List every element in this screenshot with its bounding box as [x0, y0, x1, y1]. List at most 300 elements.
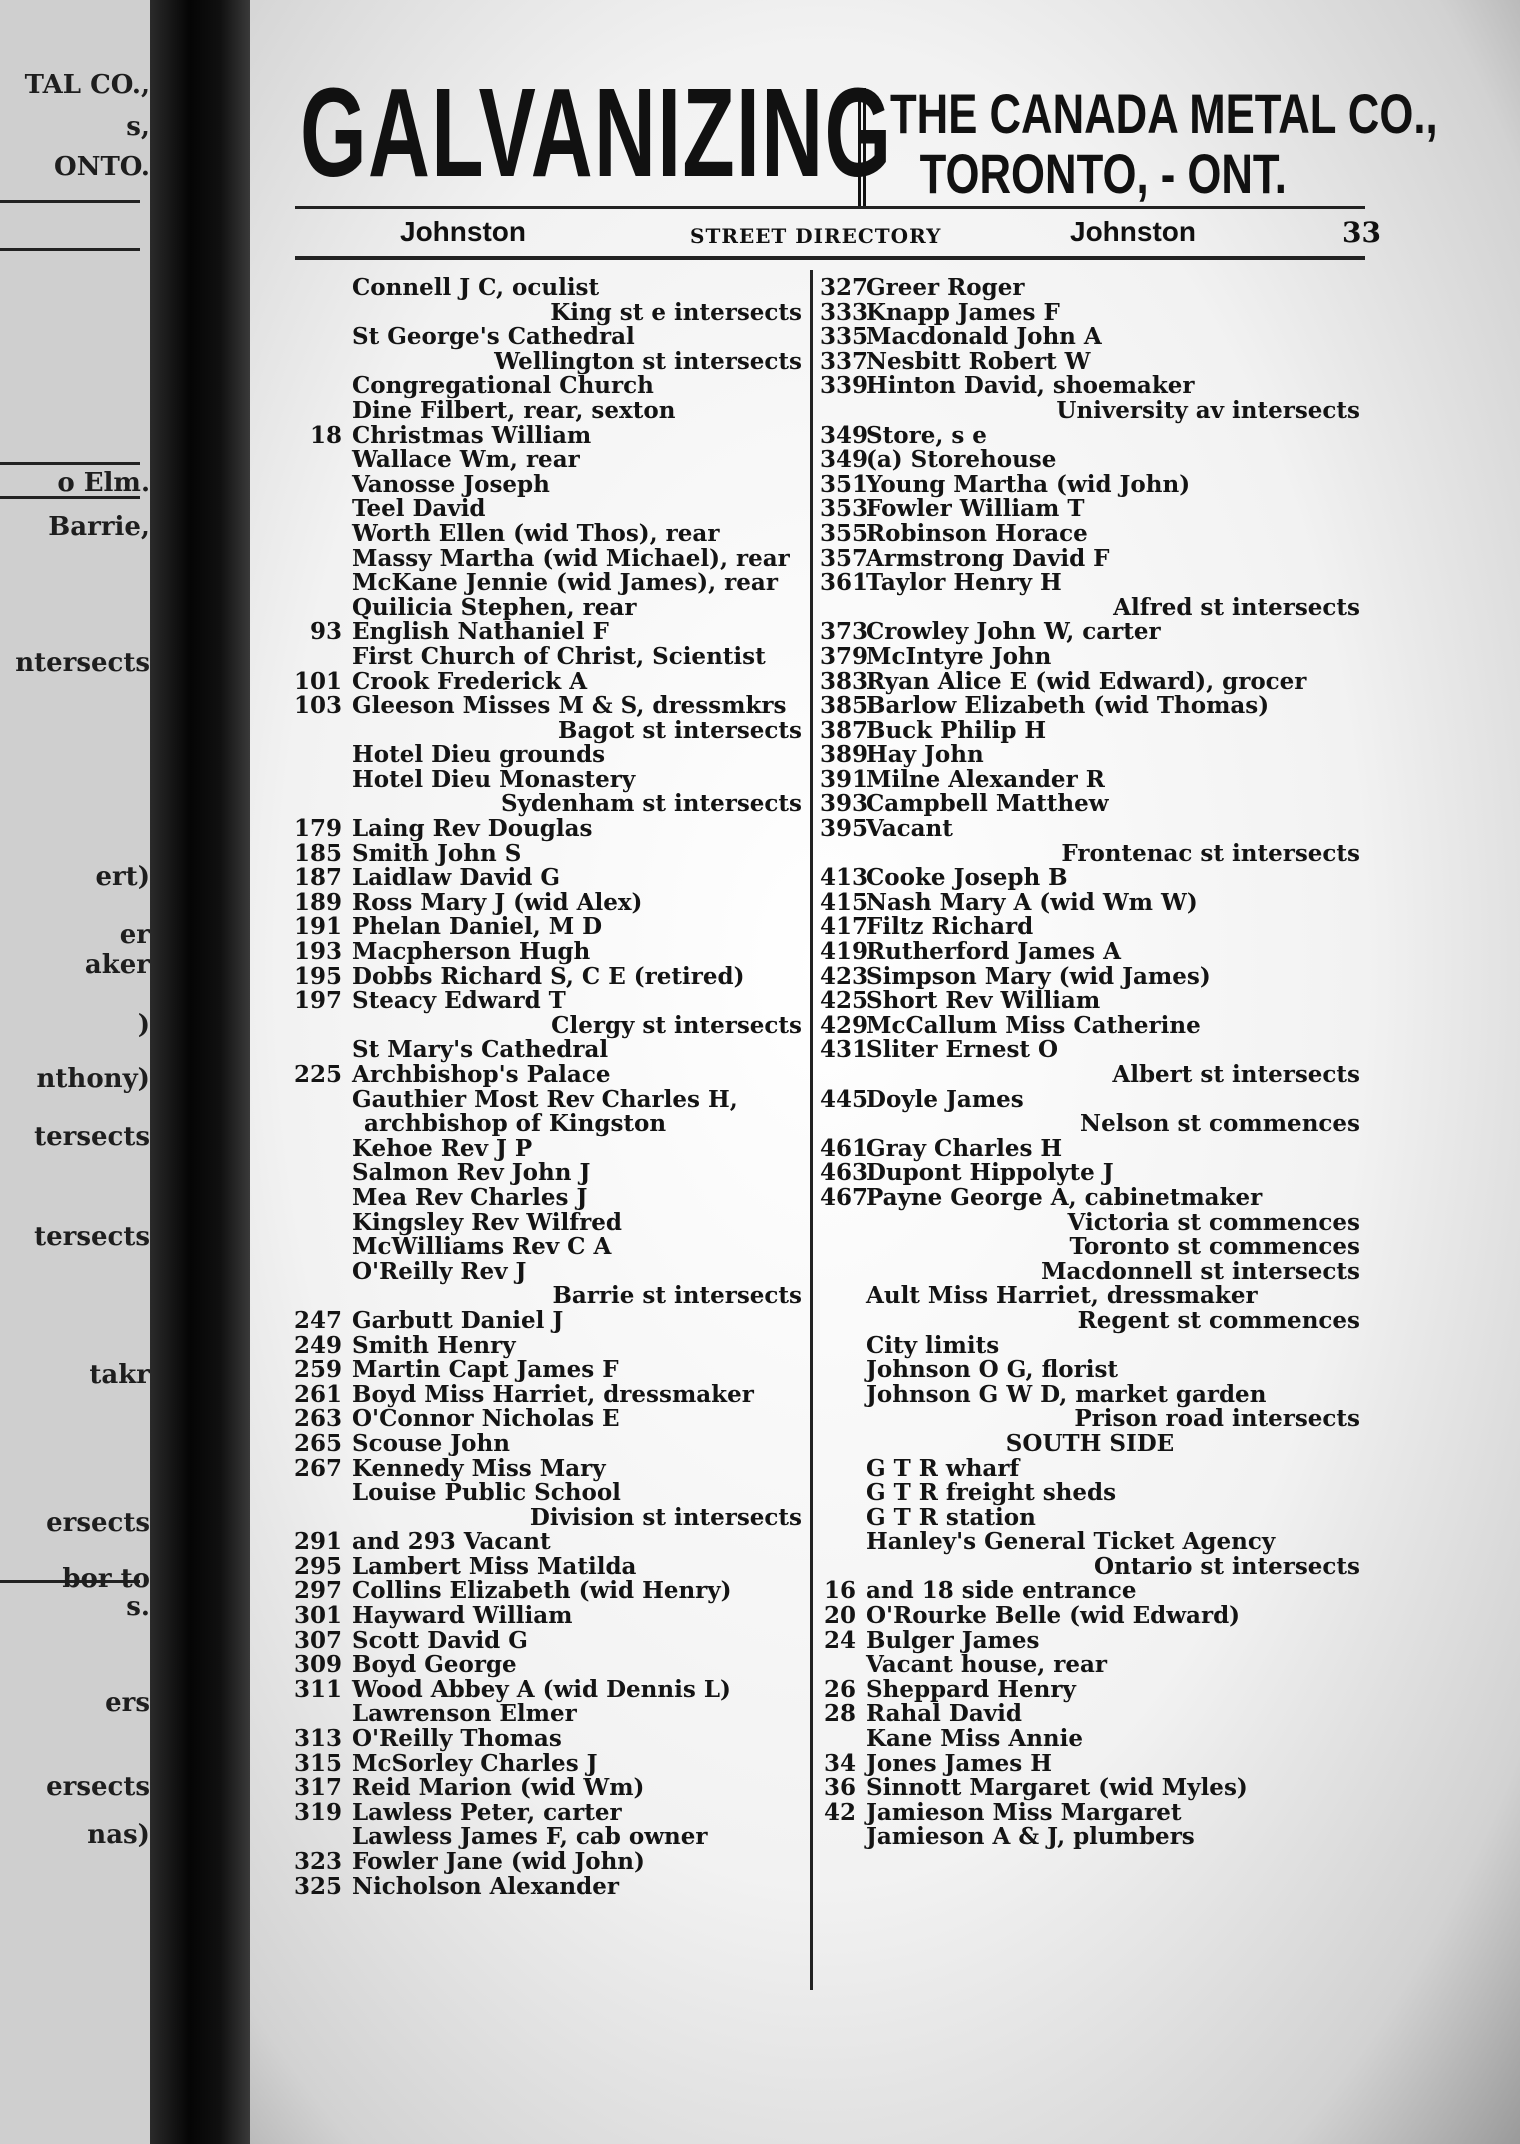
cross-street-line: [280, 1284, 802, 1309]
directory-entry: [820, 470, 1360, 498]
directory-entry: [280, 1675, 802, 1703]
house-number: 24: [823, 1626, 856, 1654]
entry-text: Scott David G: [352, 1626, 528, 1654]
directory-entry: [820, 817, 1360, 842]
entry-text: Barlow Elizabeth (wid Thomas): [866, 692, 1270, 720]
cross-street-line: [820, 1306, 1360, 1334]
adjacent-text: ): [137, 1010, 150, 1040]
entry-text: Steacy Edward T: [352, 987, 566, 1015]
house-number: 467: [820, 1183, 869, 1211]
entry-text: McCallum Miss Catherine: [866, 1011, 1201, 1039]
running-head-center: STREET DIRECTORY: [690, 224, 942, 248]
entry-text: McIntyre John: [866, 642, 1052, 670]
entry-text: Macdonnell st intersects: [1041, 1257, 1360, 1285]
house-number: 425: [820, 987, 869, 1015]
entry-text: Hanley's General Ticket Agency: [866, 1528, 1276, 1556]
house-number: 337: [820, 347, 869, 375]
entry-text: O'Reilly Thomas: [352, 1725, 562, 1753]
cross-street-line: [820, 1407, 1360, 1432]
entry-text: and 293 Vacant: [352, 1528, 551, 1556]
cross-street-line: [820, 1112, 1360, 1137]
house-number: 389: [820, 741, 869, 769]
house-number: 379: [820, 642, 869, 670]
directory-entry: [280, 1380, 802, 1408]
adjacent-text: tersects: [34, 1122, 150, 1152]
house-number: 355: [820, 519, 869, 547]
directory-entry: [820, 1161, 1360, 1186]
entry-text: Lawless Peter, carter: [352, 1798, 622, 1826]
directory-entry: [820, 962, 1360, 990]
entry-text: Macpherson Hugh: [352, 938, 591, 966]
house-number: 225: [293, 1061, 342, 1088]
house-number: 333: [820, 298, 869, 326]
entry-text: Martin Capt James F: [352, 1356, 619, 1384]
house-number: 189: [293, 888, 342, 916]
house-number: 373: [820, 618, 869, 646]
house-number: 353: [820, 495, 869, 523]
entry-text: Kane Miss Annie: [866, 1725, 1084, 1753]
entry-text: Lambert Miss Matilda: [352, 1552, 637, 1580]
directory-entry: [280, 989, 802, 1014]
entry-text: Nesbitt Robert W: [866, 347, 1091, 375]
house-number: 197: [293, 987, 342, 1015]
house-number: 309: [293, 1651, 342, 1679]
directory-entry: [820, 1798, 1360, 1826]
house-number: 18: [309, 421, 342, 449]
page-number: 33: [1342, 216, 1381, 249]
cross-street-line: [820, 839, 1360, 867]
directory-entry: [820, 915, 1360, 940]
directory-entry: [280, 667, 802, 695]
directory-entry: [280, 497, 802, 522]
directory-entry: [280, 839, 802, 867]
entry-text: Regent st commences: [1077, 1306, 1360, 1334]
adjacent-rule: [0, 248, 140, 251]
directory-entry: [820, 1675, 1360, 1703]
house-number: 351: [820, 470, 869, 498]
directory-entry: [280, 1429, 802, 1457]
entry-text: Fowler Jane (wid John): [352, 1848, 645, 1875]
directory-entry: [280, 1702, 802, 1727]
entry-text: City limits: [866, 1331, 1000, 1359]
directory-entry: [280, 1850, 802, 1875]
entry-text: Buck Philip H: [866, 716, 1047, 744]
cross-street-line: [820, 1063, 1360, 1088]
directory-entry: [820, 866, 1360, 891]
entry-text: Robinson Horace: [866, 519, 1088, 547]
adjacent-text: s.: [126, 1592, 150, 1622]
cross-street-line: [280, 1011, 802, 1039]
house-number: 311: [293, 1675, 342, 1703]
entry-text: Prison road intersects: [1074, 1405, 1360, 1433]
entry-text: Sheppard Henry: [866, 1675, 1076, 1703]
ad-line-1: THE CANADA METAL CO.,: [890, 82, 1438, 145]
adjacent-rule: [0, 462, 140, 465]
entry-text: Ault Miss Harriet, dressmaker: [866, 1282, 1258, 1310]
house-number: 34: [823, 1749, 856, 1777]
directory-entry: [280, 470, 802, 498]
house-number: 463: [820, 1159, 869, 1187]
entry-text: Campbell Matthew: [866, 790, 1109, 818]
house-number: 415: [820, 888, 869, 916]
entry-text: Mea Rev Charles J: [352, 1183, 588, 1211]
entry-text: Bulger James: [866, 1626, 1040, 1654]
directory-entry: [820, 1331, 1360, 1359]
entry-text: Barrie st intersects: [552, 1282, 802, 1310]
entry-text: Garbutt Daniel J: [352, 1306, 564, 1334]
house-number: 307: [293, 1626, 342, 1654]
directory-entry: [820, 1579, 1360, 1604]
directory-entry: [280, 1085, 802, 1113]
directory-entry: [280, 694, 802, 719]
directory-entry: [280, 743, 802, 768]
directory-entry: [820, 743, 1360, 768]
adjacent-text: ntersects: [15, 648, 150, 678]
directory-entry: [280, 325, 802, 350]
house-number: 385: [820, 692, 869, 720]
entry-text: Crowley John W, carter: [866, 618, 1161, 646]
section-heading: [820, 1429, 1360, 1457]
directory-entry: [820, 1134, 1360, 1162]
house-number: 423: [820, 962, 869, 990]
directory-entry: [820, 519, 1360, 547]
entry-text: Macdonald John A: [866, 323, 1102, 351]
entry-text: Frontenac st intersects: [1061, 839, 1360, 867]
entry-text: Dupont Hippolyte J: [866, 1159, 1114, 1187]
entry-text: Nash Mary A (wid Wm W): [866, 888, 1198, 916]
directory-entry: [280, 1530, 802, 1555]
entry-text: Toronto st commences: [1069, 1233, 1360, 1261]
directory-entry: [280, 940, 802, 965]
entry-text: Johnson G W D, market garden: [866, 1380, 1267, 1408]
house-number: 263: [293, 1405, 342, 1433]
entry-text: Rahal David: [866, 1700, 1022, 1728]
house-number: 319: [293, 1798, 342, 1826]
entry-text: University av intersects: [1056, 396, 1360, 424]
entry-text: Connell J C, oculist: [352, 274, 600, 301]
entry-text: Archbishop's Palace: [352, 1061, 611, 1088]
cross-street-line: [280, 792, 802, 817]
entry-text: Doyle James: [866, 1085, 1024, 1113]
entry-text: Gauthier Most Rev Charles H,: [352, 1085, 738, 1113]
entry-text: Kehoe Rev J P: [352, 1134, 533, 1162]
house-number: 349: [820, 421, 869, 449]
directory-entry: [280, 1604, 802, 1629]
directory-entry: [820, 1653, 1360, 1678]
ad-divider: [858, 88, 866, 206]
directory-entry: [820, 667, 1360, 695]
directory-entry: [820, 1380, 1360, 1408]
entry-text: G T R station: [866, 1503, 1036, 1531]
directory-entry: [820, 544, 1360, 572]
entry-text: McWilliams Rev C A: [352, 1233, 612, 1261]
entry-text: McKane Jennie (wid James), rear: [352, 569, 778, 597]
directory-entry: [820, 374, 1360, 399]
adjacent-text: tersects: [34, 1222, 150, 1252]
directory-entry: [820, 765, 1360, 793]
directory-entry: [820, 1038, 1360, 1063]
directory-entry: [280, 1161, 802, 1186]
house-number: 393: [820, 790, 869, 818]
adjacent-text: ers: [105, 1688, 150, 1718]
entry-text: Louise Public School: [352, 1479, 621, 1507]
house-number: 461: [820, 1134, 869, 1162]
entry-text: Collins Elizabeth (wid Henry): [352, 1577, 732, 1605]
directory-entry: [280, 593, 802, 621]
entry-text: Bagot st intersects: [558, 716, 802, 744]
directory-entry: [820, 1503, 1360, 1531]
cross-street-line: [280, 298, 802, 326]
entry-text: Wallace Wm, rear: [352, 446, 580, 474]
adjacent-text: ersects: [46, 1772, 150, 1802]
directory-entry: [280, 571, 802, 596]
house-number: 431: [820, 1036, 869, 1064]
directory-entry: [820, 421, 1360, 449]
directory-entry: [280, 396, 802, 424]
entry-text: Nelson st commences: [1080, 1110, 1360, 1138]
adjacent-text: nthony): [36, 1064, 150, 1094]
entry-text: Scouse John: [352, 1429, 510, 1457]
entry-text: Christmas William: [352, 421, 592, 449]
column-divider: [810, 270, 813, 1990]
directory-entry: [280, 1481, 802, 1506]
house-number: 191: [293, 913, 342, 941]
entry-text: Salmon Rev John J: [352, 1159, 591, 1187]
entry-text: Smith John S: [352, 839, 522, 867]
house-number: 187: [293, 864, 342, 892]
house-number: 20: [823, 1602, 856, 1630]
entry-text: Wellington st intersects: [494, 347, 802, 375]
house-number: 265: [293, 1429, 342, 1457]
entry-text: Short Rev William: [866, 987, 1101, 1015]
entry-text: Lawrenson Elmer: [352, 1700, 577, 1728]
entry-text: Clergy st intersects: [551, 1011, 802, 1039]
adjacent-text: ersects: [46, 1508, 150, 1538]
directory-entry: [280, 866, 802, 891]
entry-text: Boyd Miss Harriet, dressmaker: [352, 1380, 754, 1408]
entry-text: Hotel Dieu grounds: [352, 741, 606, 769]
directory-entry: [820, 1358, 1360, 1383]
entry-text: Dobbs Richard S, C E (retired): [352, 962, 745, 990]
directory-entry: [820, 1727, 1360, 1752]
running-head-right: Johnston: [1070, 216, 1196, 247]
entry-text: Greer Roger: [866, 274, 1025, 301]
entry-text: Smith Henry: [352, 1331, 516, 1359]
house-number: 315: [293, 1749, 342, 1777]
directory-entry: [820, 1454, 1360, 1482]
directory-entry: [820, 694, 1360, 719]
directory-entry: [820, 792, 1360, 817]
directory-entry: [820, 1183, 1360, 1211]
directory-entry: [820, 497, 1360, 522]
entry-text: First Church of Christ, Scientist: [352, 642, 766, 670]
entry-text: St Mary's Cathedral: [352, 1036, 609, 1064]
entry-text: Kennedy Miss Mary: [352, 1454, 606, 1482]
adjacent-text: er: [119, 920, 150, 950]
house-number: 297: [293, 1577, 342, 1605]
directory-entry: [280, 1208, 802, 1236]
directory-entry: [820, 325, 1360, 350]
directory-entry: [280, 1134, 802, 1162]
house-number: 395: [820, 815, 869, 843]
directory-entry: [280, 1825, 802, 1850]
directory-entry: [820, 716, 1360, 744]
directory-entry: [820, 1011, 1360, 1039]
house-number: 28: [823, 1700, 856, 1728]
entry-text: English Nathaniel F: [352, 618, 609, 646]
entry-text: Boyd George: [352, 1651, 517, 1679]
directory-entry: [820, 940, 1360, 965]
directory-entry: [280, 765, 802, 793]
book-gutter: [150, 0, 250, 2144]
house-number: 291: [293, 1528, 342, 1556]
entry-text: Teel David: [352, 495, 486, 523]
directory-entry: [280, 1306, 802, 1334]
entry-text: Wood Abbey A (wid Dennis L): [352, 1675, 731, 1703]
entry-text: Albert st intersects: [1112, 1061, 1360, 1088]
directory-entry: [280, 519, 802, 547]
entry-text: Lawless James F, cab owner: [352, 1823, 708, 1851]
house-number: 195: [293, 962, 342, 990]
directory-entry: [820, 276, 1360, 301]
entry-text: Phelan Daniel, M D: [352, 913, 603, 941]
directory-entry: [280, 1257, 802, 1285]
entry-text: O'Connor Nicholas E: [352, 1405, 620, 1433]
directory-entry: [820, 1749, 1360, 1777]
house-number: 339: [820, 372, 869, 400]
house-number: 383: [820, 667, 869, 695]
entry-text: Reid Marion (wid Wm): [352, 1774, 645, 1802]
cross-street-line: [280, 716, 802, 744]
directory-entry: [280, 1798, 802, 1826]
directory-entry: [820, 1530, 1360, 1555]
adjacent-text: s,: [126, 112, 150, 142]
entry-text: Vacant: [866, 815, 953, 843]
directory-entry: [280, 888, 802, 916]
directory-entry: [280, 962, 802, 990]
directory-entry: [820, 298, 1360, 326]
house-number: 357: [820, 544, 869, 572]
house-number: 101: [293, 667, 342, 695]
entry-text: and 18 side entrance: [866, 1577, 1137, 1605]
directory-entry: [820, 642, 1360, 670]
house-number: 391: [820, 765, 869, 793]
entry-text: Quilicia Stephen, rear: [352, 593, 637, 621]
directory-entry: [280, 1653, 802, 1678]
house-number: 42: [823, 1798, 856, 1826]
entry-text: O'Reilly Rev J: [352, 1257, 527, 1285]
house-number: 327: [820, 274, 869, 301]
adjacent-text: ONTO.: [54, 152, 150, 182]
directory-entry: [820, 888, 1360, 916]
house-number: 249: [293, 1331, 342, 1359]
adjacent-text: ert): [95, 862, 150, 892]
entry-text: (a) Storehouse: [866, 446, 1057, 474]
adjacent-text: bor to: [62, 1564, 150, 1594]
directory-entry: [820, 347, 1360, 375]
entry-text: Hayward William: [352, 1602, 573, 1630]
entry-text: Ontario st intersects: [1093, 1552, 1360, 1580]
directory-entry: [280, 374, 802, 399]
cross-street-line: [820, 593, 1360, 621]
directory-entry: [820, 1626, 1360, 1654]
directory-entry: [280, 1183, 802, 1211]
house-number: 261: [293, 1380, 342, 1408]
entry-text: archbishop of Kingston: [364, 1110, 667, 1138]
cross-street-line: [280, 1503, 802, 1531]
entry-text: St George's Cathedral: [352, 323, 635, 351]
directory-entry: [820, 1825, 1360, 1850]
directory-entry: [820, 1481, 1360, 1506]
directory-page: [250, 0, 1520, 2144]
running-head-left: Johnston: [400, 216, 526, 247]
entry-text: Massy Martha (wid Michael), rear: [352, 544, 790, 572]
entry-text: Sinnott Margaret (wid Myles): [866, 1774, 1248, 1802]
entry-text: Jamieson Miss Margaret: [866, 1798, 1182, 1826]
adjacent-text: takr: [89, 1360, 150, 1390]
directory-entry: [280, 1358, 802, 1383]
entry-text: SOUTH SIDE: [1005, 1429, 1175, 1457]
entry-text: Laing Rev Douglas: [352, 815, 593, 843]
house-number: 267: [293, 1454, 342, 1482]
adjacent-text: TAL CO.,: [24, 70, 150, 100]
house-number: 419: [820, 938, 869, 966]
house-number: 301: [293, 1602, 342, 1630]
entry-text: O'Rourke Belle (wid Edward): [866, 1602, 1241, 1630]
house-number: 317: [293, 1774, 342, 1802]
cross-street-line: [820, 1208, 1360, 1236]
house-number: 36: [823, 1774, 856, 1802]
entry-text: Rutherford James A: [866, 938, 1121, 966]
directory-entry: [280, 915, 802, 940]
house-number: 325: [293, 1872, 342, 1900]
entry-text: Nicholson Alexander: [352, 1872, 619, 1900]
house-number: 26: [823, 1675, 856, 1703]
directory-entry: [280, 421, 802, 449]
ad-galvanizing: GALVANIZING: [300, 62, 893, 203]
house-number: 445: [820, 1085, 869, 1113]
entry-text: Simpson Mary (wid James): [866, 962, 1211, 990]
header-rule-bottom: [295, 256, 1365, 260]
directory-entry: [280, 1626, 802, 1654]
house-number: 247: [293, 1306, 342, 1334]
directory-entry: [280, 1038, 802, 1063]
directory-entry: [280, 1552, 802, 1580]
entry-text: Gleeson Misses M & S, dressmkrs: [352, 692, 787, 720]
directory-entry: [820, 989, 1360, 1014]
adjacent-page-fragment: [0, 0, 150, 2144]
entry-text: Dine Filbert, rear, sexton: [352, 396, 676, 424]
entry-text: Ross Mary J (wid Alex): [352, 888, 643, 916]
entry-text: Fowler William T: [866, 495, 1085, 523]
entry-text: Alfred st intersects: [1113, 593, 1360, 621]
house-number: 387: [820, 716, 869, 744]
entry-text: Jones James H: [866, 1749, 1052, 1777]
entry-text: McSorley Charles J: [352, 1749, 598, 1777]
entry-text: Sliter Ernest O: [866, 1036, 1059, 1064]
house-number: 323: [293, 1848, 342, 1875]
cross-street-line: [820, 1257, 1360, 1285]
directory-entry: [280, 1872, 802, 1900]
directory-entry: [280, 1749, 802, 1777]
house-number: 429: [820, 1011, 869, 1039]
entry-text: Knapp James F: [866, 298, 1060, 326]
directory-entry: [820, 1702, 1360, 1727]
entry-text: Vanosse Joseph: [352, 470, 550, 498]
directory-entry: [280, 1112, 802, 1137]
directory-entry: [820, 620, 1360, 645]
entry-text: Victoria st commences: [1067, 1208, 1360, 1236]
